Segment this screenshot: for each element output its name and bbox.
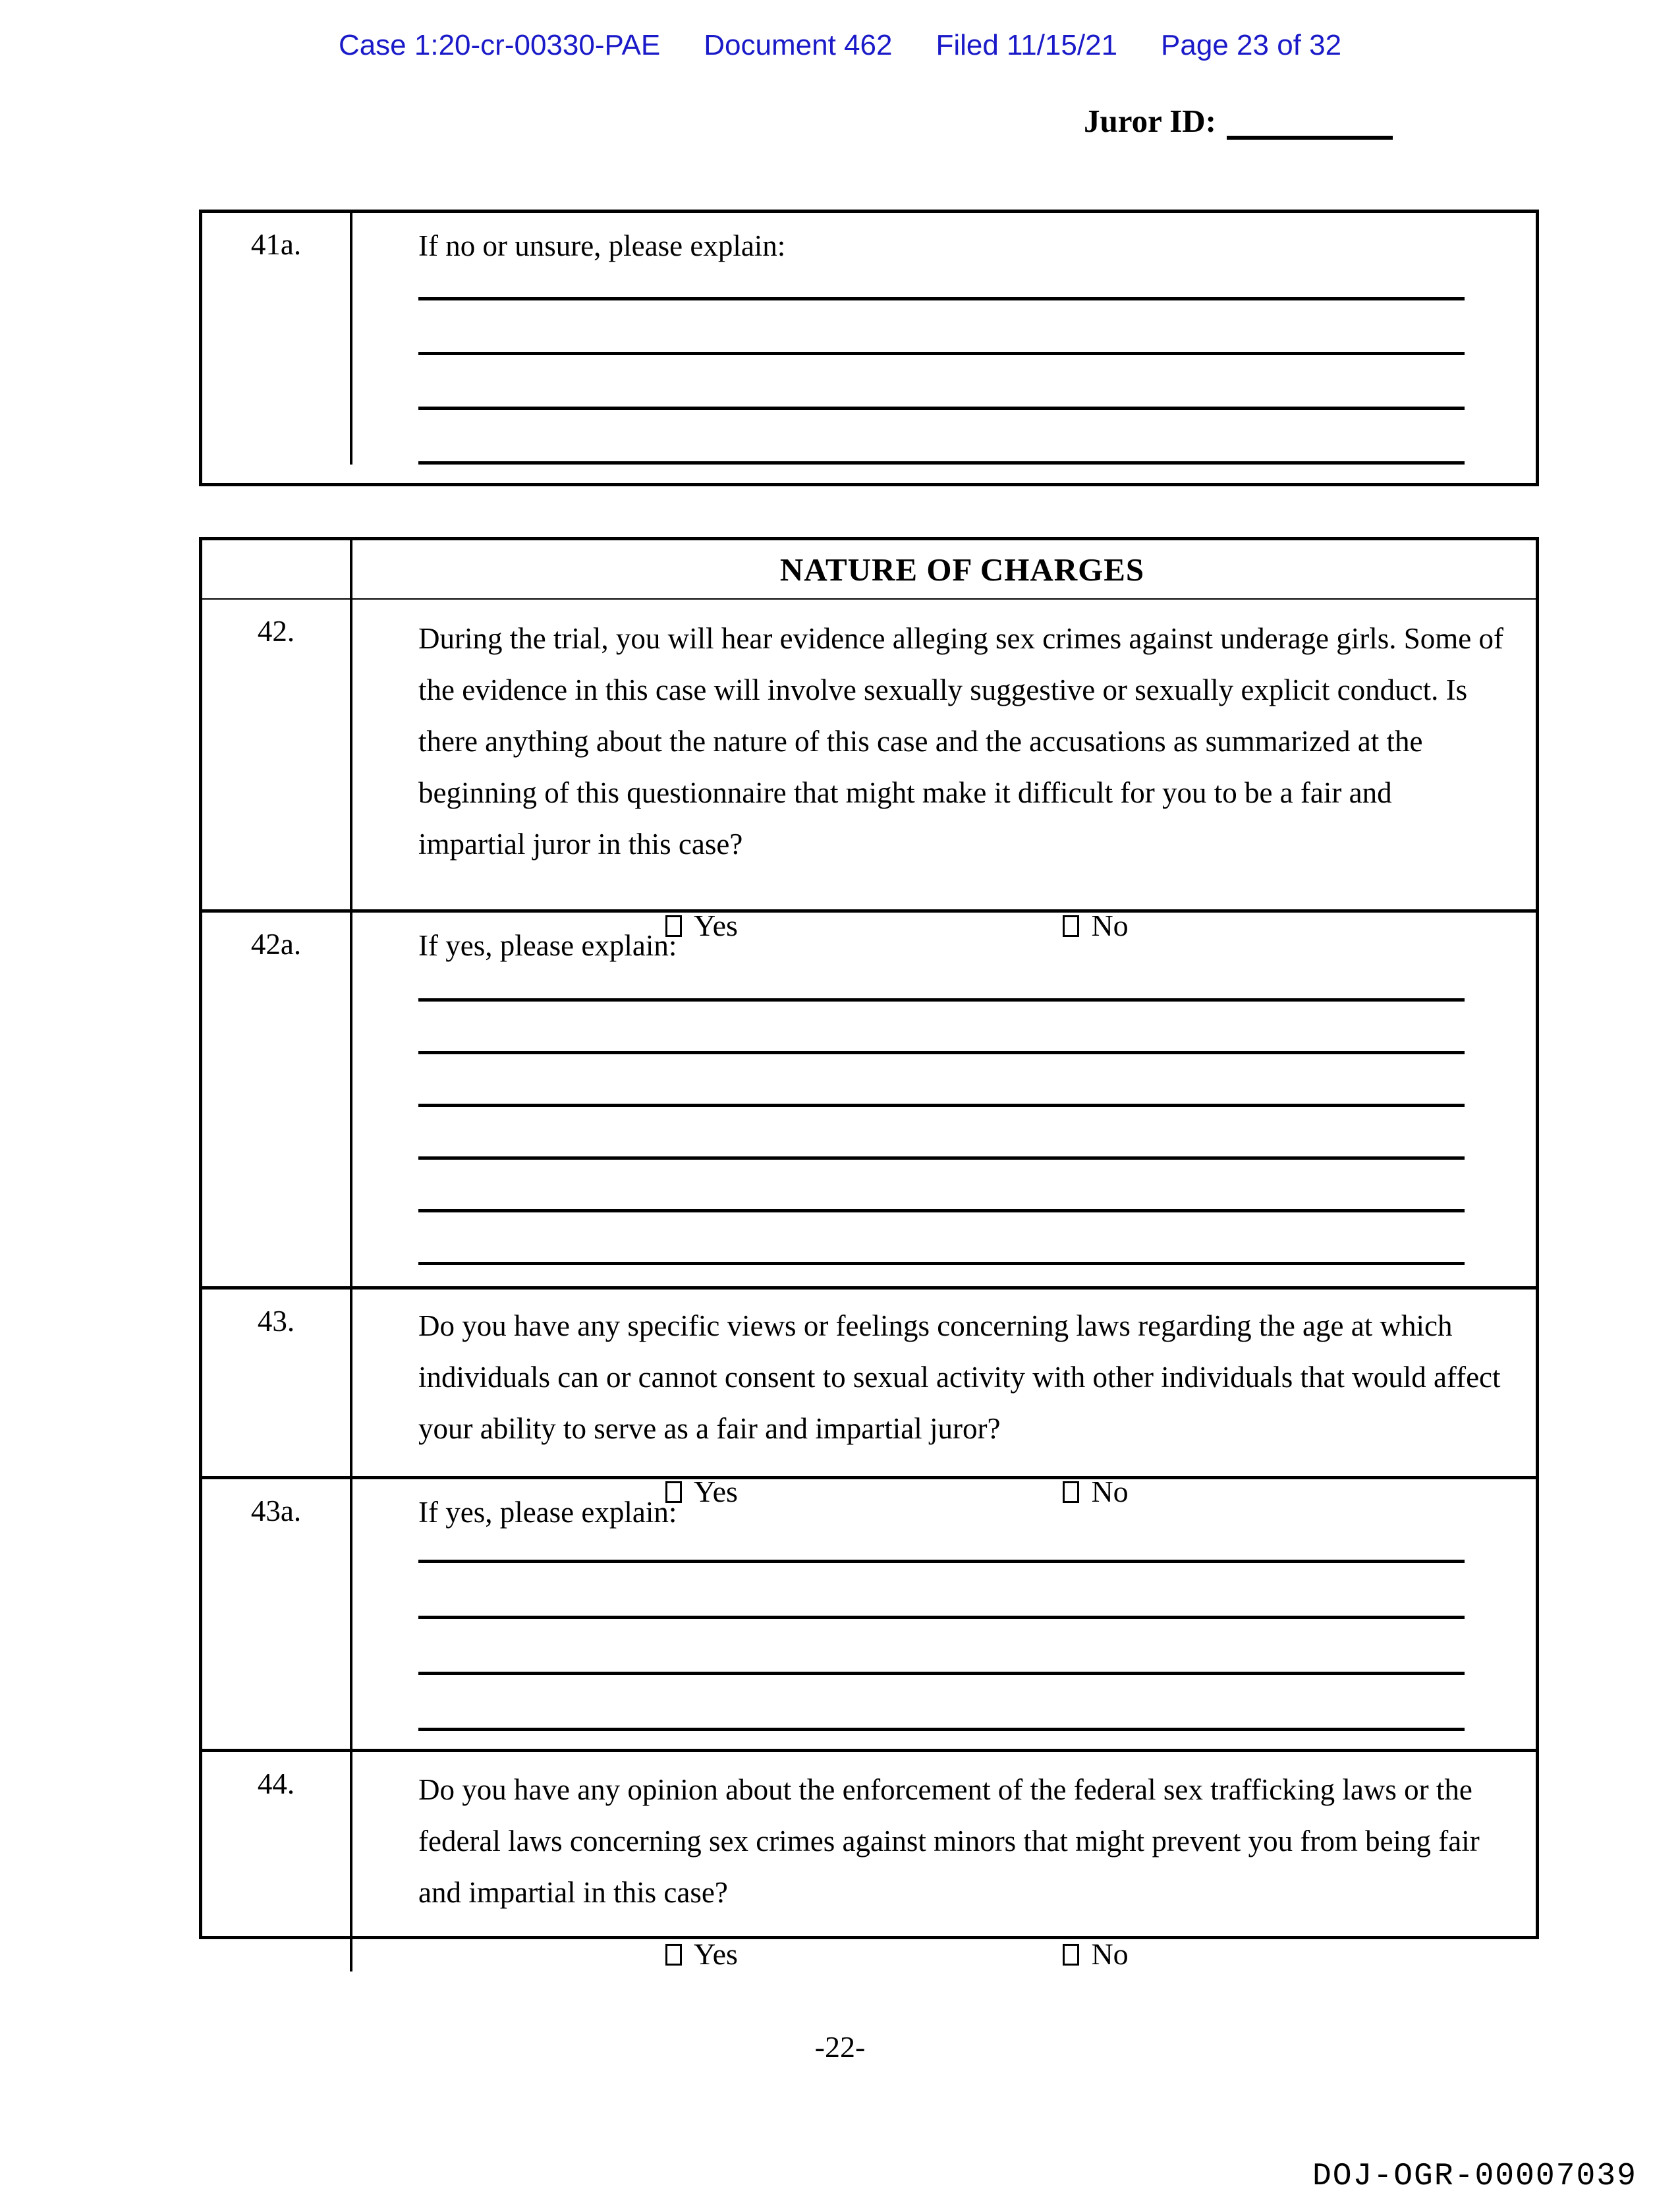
answer-line[interactable] — [418, 1675, 1465, 1731]
question-number-43a: 43a. — [202, 1479, 352, 1749]
answer-line[interactable] — [418, 1160, 1465, 1212]
yes-label: Yes — [694, 1937, 738, 1971]
answer-line[interactable] — [418, 1002, 1465, 1054]
prompt-41a: If no or unsure, please explain: — [418, 229, 786, 262]
question-cell-42a — [352, 913, 1536, 1286]
answer-line[interactable] — [418, 965, 1465, 1002]
question-cell-41a — [352, 213, 1536, 465]
bates-number: DOJ-OGR-00007039 — [1312, 2159, 1637, 2194]
checkbox-yes-icon[interactable] — [665, 1944, 682, 1966]
question-cell-42 — [352, 600, 1536, 943]
answer-line[interactable] — [418, 1107, 1465, 1160]
juror-id — [1084, 98, 1393, 140]
table-row-43a — [202, 1476, 1536, 1749]
answer-line[interactable] — [418, 266, 1465, 300]
answer-lines-42a — [418, 965, 1506, 1265]
case-caption — [0, 29, 1680, 62]
section-header-number-cell — [202, 540, 352, 598]
page-of: Page 23 of 32 — [1161, 29, 1342, 61]
question-cell-43 — [352, 1290, 1536, 1509]
question-text-42: During the trial, you will hear evidence alleging sex crimes against underage girls. Some of the evidence in this case will involve sexually suggestive or sexually explicit conduct. Is there anything about the nature of this case and the accusations as summarized at the beginning of this questionnaire that might make it difficult for you to be a fair and impartial juror in this case? — [418, 622, 1504, 861]
yes-label: Yes — [694, 1475, 738, 1508]
question-cell-43a — [352, 1479, 1536, 1749]
section-title: NATURE OF CHARGES — [779, 552, 1145, 588]
question-text-44: Do you have any opinion about the enforcement of the federal sex trafficking laws or the federal laws concerning sex crimes against minors that might prevent you from being fair and impartial in this case? — [418, 1773, 1480, 1909]
question-number-42a: 42a. — [202, 913, 352, 1286]
document-number: Document 462 — [704, 29, 893, 61]
question-text-43: Do you have any specific views or feelings concerning laws regarding the age at which individuals can or cannot consent to sexual activity with other individuals that would affect your ability to serve as a fair and impartial juror? — [418, 1309, 1501, 1445]
juror-id-label: Juror ID: — [1084, 103, 1217, 139]
prompt-42a: If yes, please explain: — [418, 929, 677, 962]
question-number-42: 42. — [202, 600, 352, 943]
question-number-43: 43. — [202, 1290, 352, 1509]
filed-date: Filed 11/15/21 — [936, 29, 1118, 61]
answer-line[interactable] — [418, 1532, 1465, 1563]
page-number: -22- — [814, 2030, 866, 2064]
table-row-42 — [202, 600, 1536, 942]
case-number: Case 1:20-cr-00330-PAE — [338, 29, 661, 61]
yes-label: Yes — [694, 909, 738, 942]
table-row-44 — [202, 1749, 1536, 1971]
table-row-42a — [202, 909, 1536, 1286]
no-label: No — [1091, 1937, 1129, 1971]
no-option-44 — [1063, 1937, 1128, 1971]
answer-lines-43a — [418, 1532, 1506, 1731]
prompt-43a: If yes, please explain: — [418, 1496, 677, 1529]
question-table-41a — [199, 210, 1539, 486]
answer-line[interactable] — [418, 1212, 1465, 1265]
answer-line[interactable] — [418, 355, 1465, 410]
no-label: No — [1091, 1475, 1129, 1508]
answer-line[interactable] — [418, 1563, 1465, 1619]
answer-line[interactable] — [418, 1054, 1465, 1107]
question-cell-44 — [352, 1752, 1536, 1971]
yesno-44 — [665, 1937, 1506, 1971]
question-number-44: 44. — [202, 1752, 352, 1971]
no-label: No — [1091, 909, 1129, 942]
yes-option-44 — [665, 1937, 738, 1971]
answer-lines-41a — [418, 266, 1506, 465]
answer-line[interactable] — [418, 300, 1465, 355]
question-number-41a: 41a. — [202, 213, 352, 465]
section-header-row — [202, 540, 1536, 600]
table-row-41a — [202, 213, 1536, 465]
nature-of-charges-table — [199, 537, 1539, 1971]
answer-line[interactable] — [418, 1619, 1465, 1675]
juror-id-blank[interactable] — [1227, 98, 1393, 140]
answer-line[interactable] — [418, 410, 1465, 465]
table-row-43 — [202, 1286, 1536, 1508]
checkbox-no-icon[interactable] — [1063, 1944, 1079, 1966]
